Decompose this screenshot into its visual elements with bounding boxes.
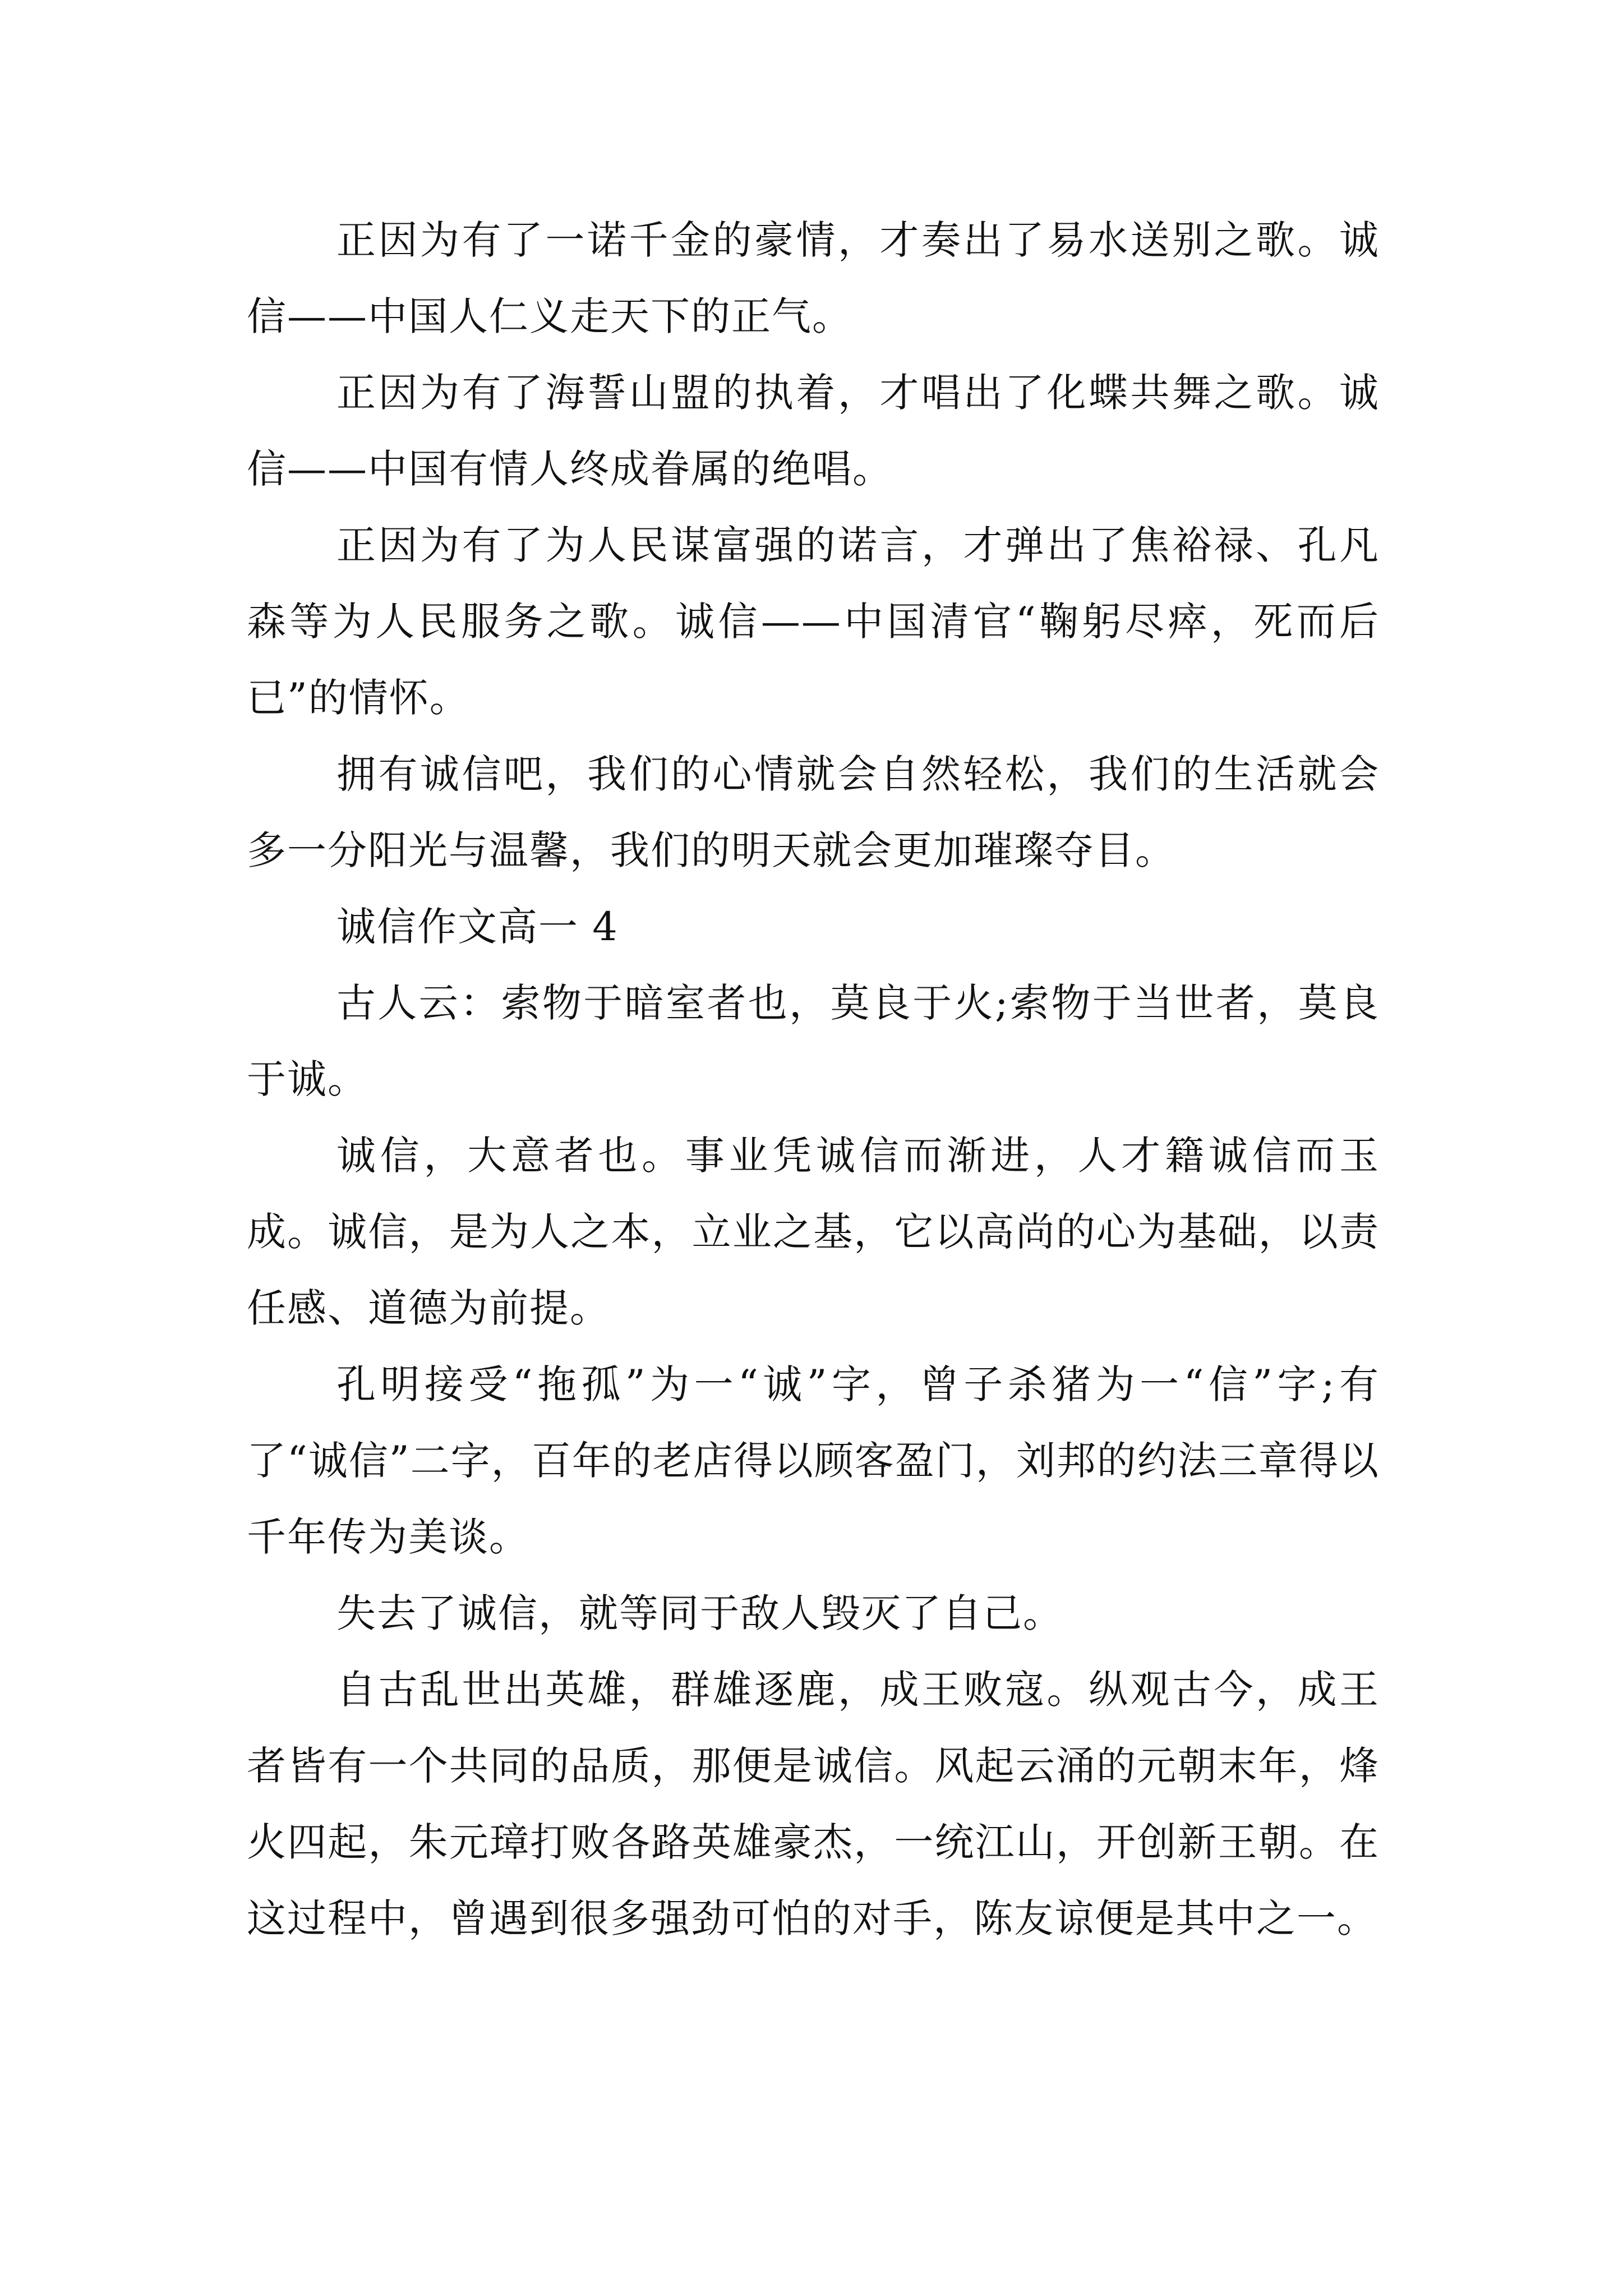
paragraph-8: 失去了诚信，就等同于敌人毁灭了自己。: [336, 1590, 1063, 1636]
paragraph-5: 古人云：索物于暗室者也，莫良于火;索物于当世者，莫良于诚。: [247, 980, 1380, 1102]
paragraph-3: 正因为有了为人民谋富强的诺言，才弹出了焦裕禄、孔凡森等为人民服务之歌。诚信——中国清官“鞠躬尽瘁，死而后已”的情怀。: [247, 522, 1380, 721]
paragraph-4: 拥有诚信吧，我们的心情就会自然轻松，我们的生活就会多一分阳光与温馨，我们的明天就会更加璀璨夺目。: [247, 751, 1380, 873]
section-heading: 诚信作文高一 4: [336, 904, 619, 950]
paragraph-9: 自古乱世出英雄，群雄逐鹿，成王败寇。纵观古今，成王者皆有一个共同的品质，那便是诚信。风起云涌的元朝末年，烽火四起，朱元璋打败各路英雄豪杰，一统江山，开创新王朝。在这过程中，曾遇到很多强劲可怕的对手，陈友谅便是其中之一。: [247, 1667, 1380, 1941]
document-body: [247, 202, 1380, 1957]
paragraph-1: 正因为有了一诺千金的豪情，才奏出了易水送别之歌。诚信——中国人仁义走天下的正气。: [247, 217, 1380, 339]
paragraph-2: 正因为有了海誓山盟的执着，才唱出了化蝶共舞之歌。诚信——中国有情人终成眷属的绝唱。: [247, 370, 1380, 492]
paragraph-6: 诚信，大意者也。事业凭诚信而渐进，人才籍诚信而玉成。诚信，是为人之本，立业之基，它以高尚的心为基础，以责任感、道德为前提。: [247, 1133, 1380, 1331]
paragraph-7: 孔明接受“拖孤”为一“诚”字，曾子杀猪为一“信”字;有了“诚信”二字，百年的老店得以顾客盈门，刘邦的约法三章得以千年传为美谈。: [247, 1361, 1380, 1560]
